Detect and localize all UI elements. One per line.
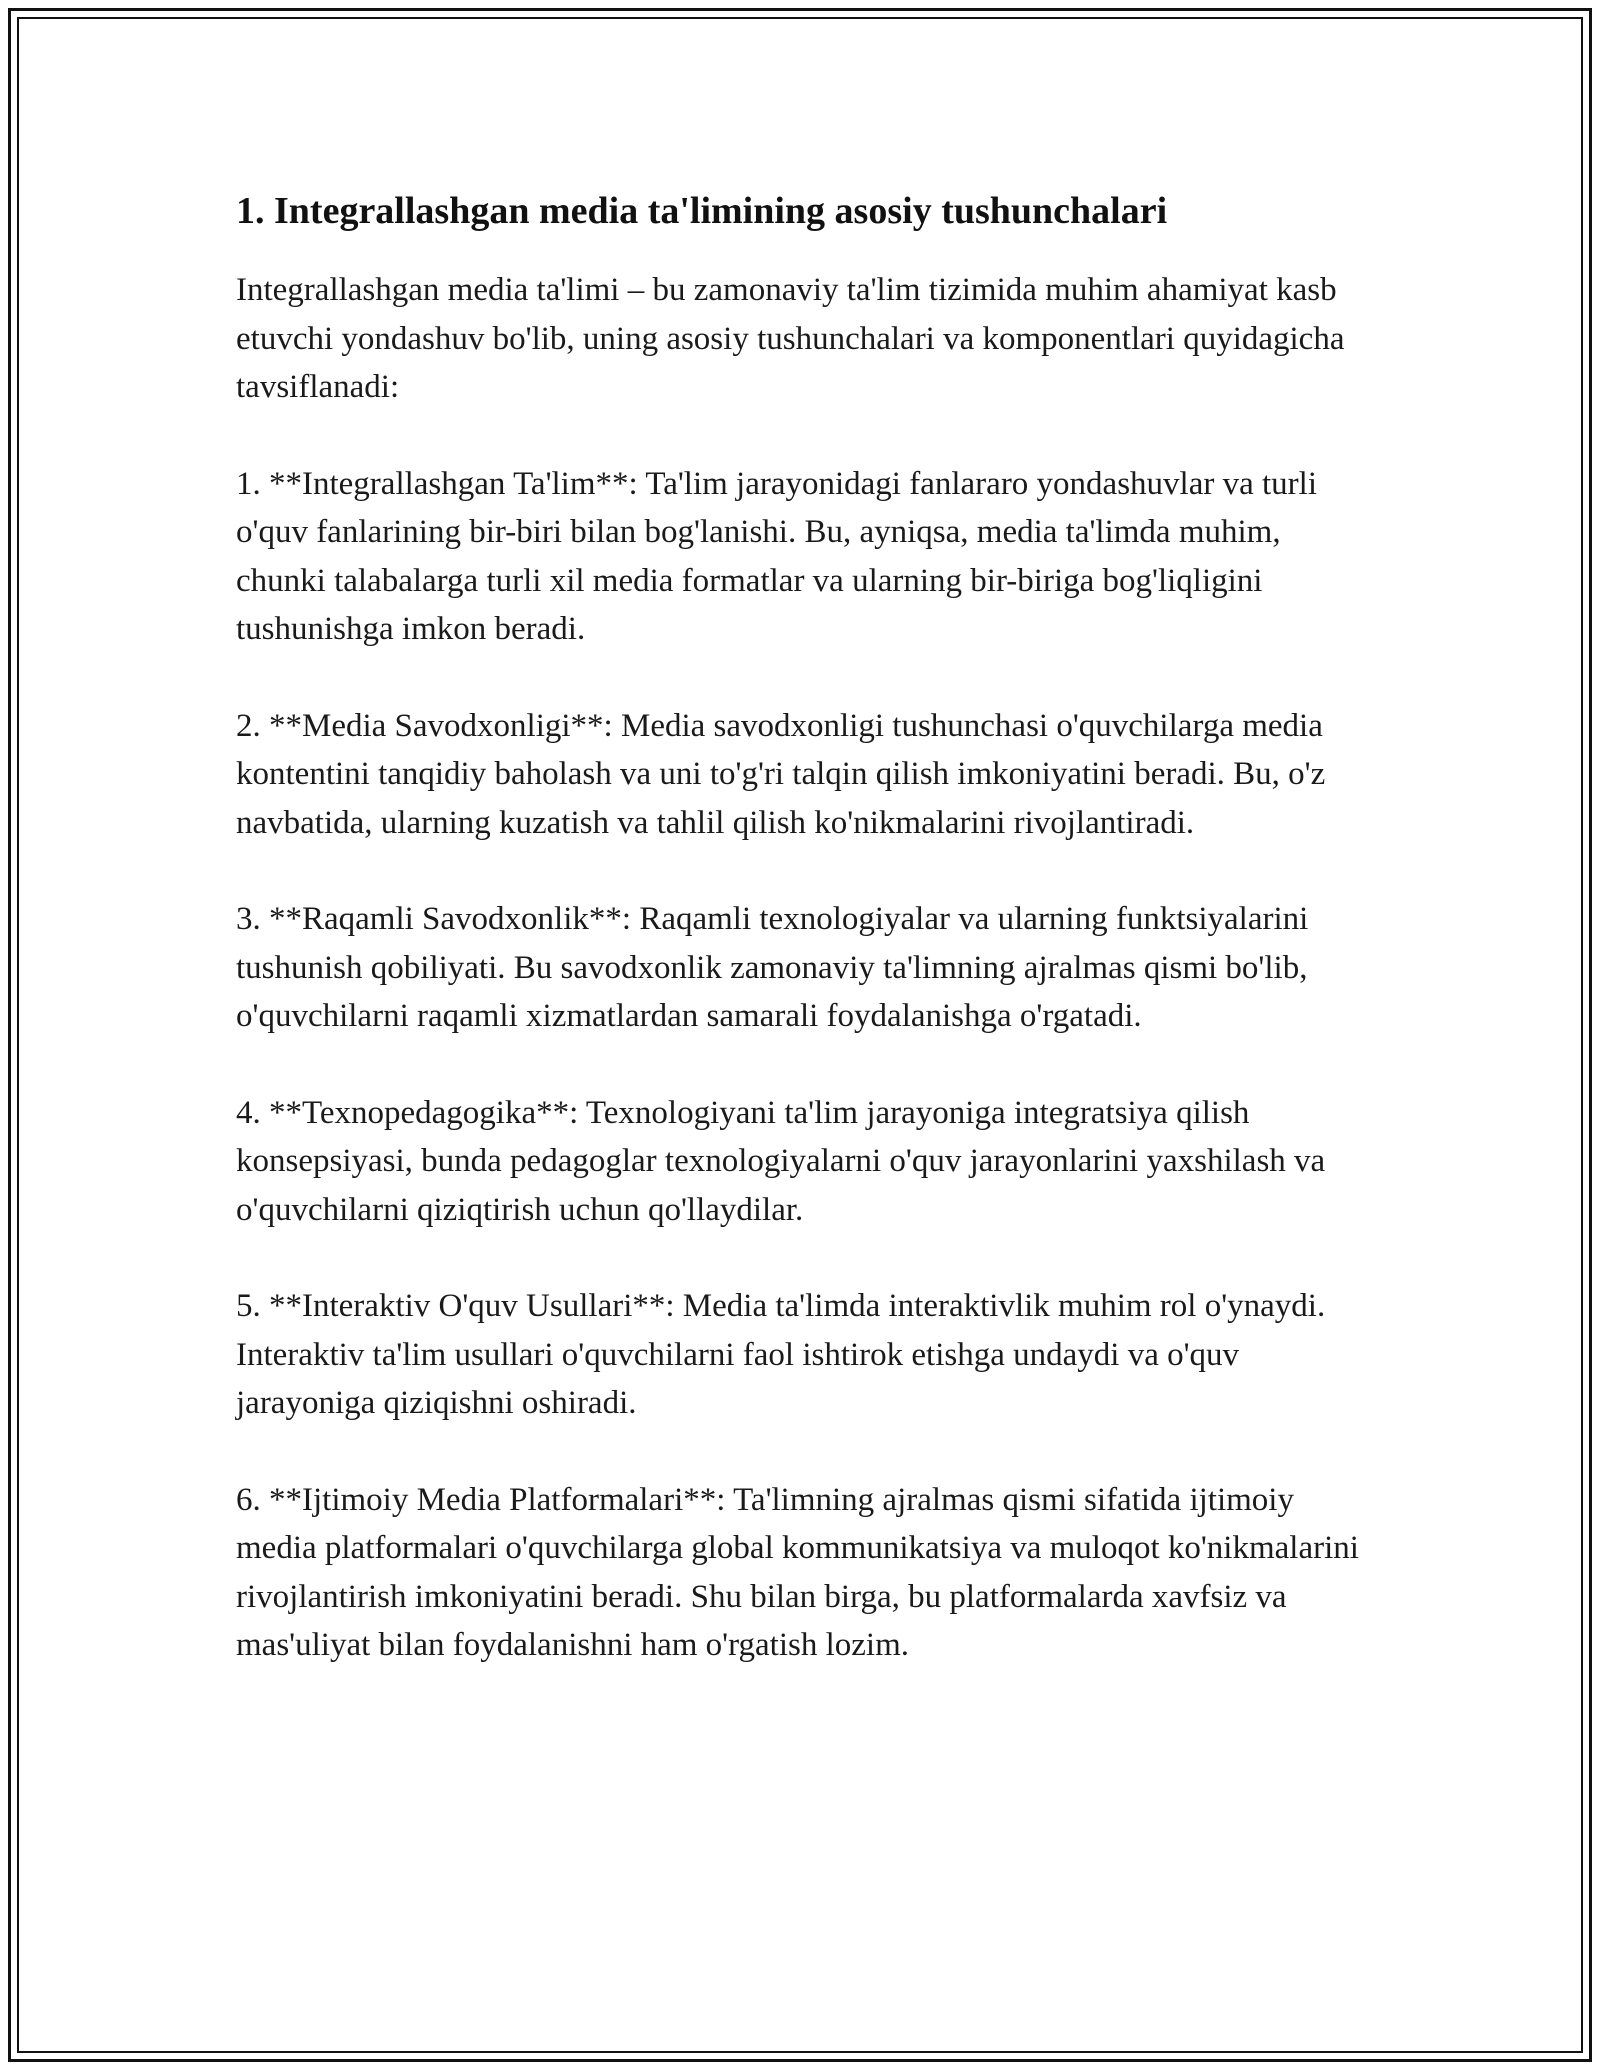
document-body (236, 186, 1366, 1718)
list-item-3: 3. **Raqamli Savodxonlik**: Raqamli texnologiyalar va ularning funktsiyalarini tushunish qobiliyati. Bu savodxonlik zamonaviy ta'limning ajralmas qismi bo'lib, o'quvchilarni raqamli xizmatlardan samarali foydalanishga o'rgatadi. (236, 901, 1309, 1034)
list-item-2: 2. **Media Savodxonligi**: Media savodxonligi tushunchasi o'quvchilarga media kontentini tanqidiy baholash va uni to'g'ri talqin qilish imkoniyatini beradi. Bu, o'z navbatida, ularning kuzatish va tahlil qilish ko'nikmalarini rivojlantiradi. (236, 707, 1326, 841)
intro-paragraph: Integrallashgan media ta'limi – bu zamonaviy ta'lim tizimida muhim ahamiyat kasb etuvchi yondashuv bo'lib, uning asosiy tushunchalari va komponentlari quyidagicha tavsiflanadi: (236, 272, 1345, 405)
list-item-4: 4. **Texnopedagogika**: Texnologiyani ta'lim jarayoniga integratsiya qilish konsepsiyasi, bunda pedagoglar texnologiyalarni o'quv jarayonlarini yaxshilash va o'quvchilarni qiziqtirish uchun qo'llaydilar. (236, 1094, 1326, 1228)
list-item-6: 6. **Ijtimoiy Media Platformalari**: Ta'limning ajralmas qismi sifatida ijtimoiy media platformalari o'quvchilarga global kommunikatsiya va muloqot ko'nikmalarini rivojlantirish imkoniyatini beradi. Shu bilan birga, bu platformalarda xavfsiz va mas'uliyat bilan foydalanishni ham o'rgatish lozim. (236, 1481, 1359, 1663)
section-heading: 1. Integrallashgan media ta'limining asosiy tushunchalari (236, 190, 1168, 232)
list-item-5: 5. **Interaktiv O'quv Usullari**: Media ta'limda interaktivlik muhim rol o'ynaydi. Interaktiv ta'lim usullari o'quvchilarni faol ishtirok etishga undaydi va o'quv jarayoniga qiziqishni oshiradi. (236, 1288, 1326, 1421)
list-item-1: 1. **Integrallashgan Ta'lim**: Ta'lim jarayonidagi fanlararo yondashuvlar va turli o'quv fanlarining bir-biri bilan bog'lanishi. Bu, ayniqsa, media ta'limda muhim, chunki talabalarga turli xil media formatlar va ularning bir-biriga bog'liqligini tushunishga imkon beradi. (236, 465, 1317, 647)
